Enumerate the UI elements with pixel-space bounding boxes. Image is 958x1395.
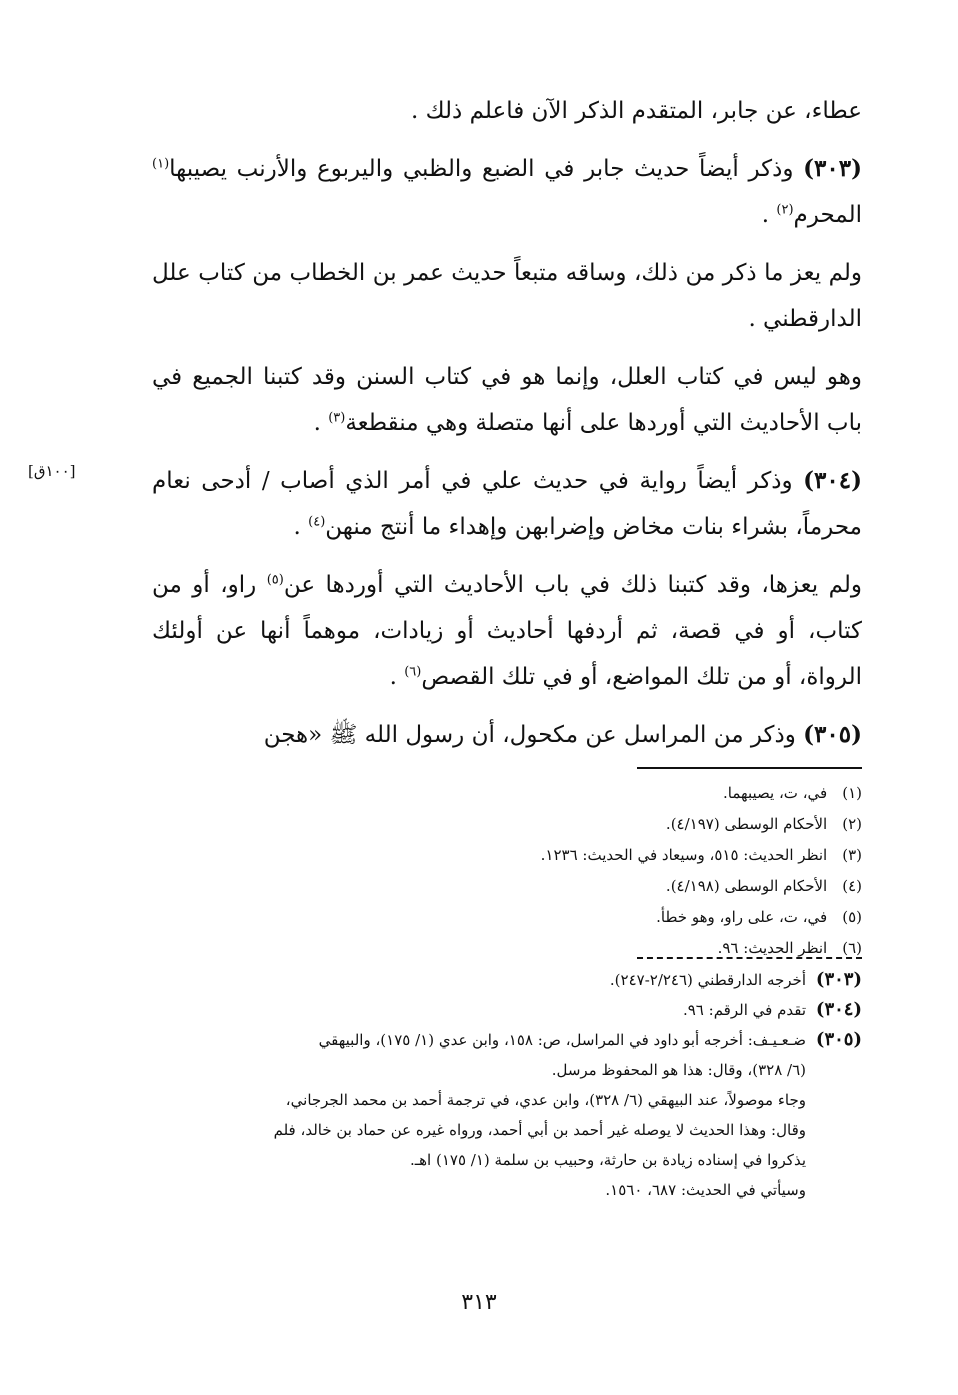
paragraph-304-text: وذكر أيضاً رواية في حديث علي في أمر الذي أصاب / أدحى نعام محرماً، بشراء بنات مخاض وإضرابهن وإهداء ما أنتج منهن: [152, 468, 862, 540]
takhrij-separator: [637, 957, 862, 959]
takhrij-number: (٣٠٣): [815, 969, 862, 990]
takhrij-305-line-3: وجاء موصولاً، عند البيهقي (٦/ ٣٢٨)، وابن عدي، في ترجمة أحمد بن محمد الجرجاني،: [285, 1091, 806, 1109]
manuscript-folio-note: [١٠٠ق]: [28, 462, 76, 480]
footnote-ref-3[interactable]: (٣): [328, 410, 346, 426]
footnote-6: [152, 933, 862, 964]
hadith-number-305: (٣٠٥): [803, 721, 862, 748]
footnote-4: [152, 871, 862, 902]
paragraph-6: [152, 562, 862, 700]
paragraph-304-end: .: [293, 514, 309, 540]
takhrij-text: أخرجه الدارقطني (٢/٢٤٦-٢٤٧).: [609, 971, 806, 989]
paragraph-303-text-2: المحرم: [793, 202, 862, 228]
takhrij-305-line-4: وقال: وهذا الحديث لا يوصله غير أحمد بن أبي أحمد، ورواه غيره عن حماد بن خالد، فلم: [273, 1121, 806, 1139]
takhrij-text: ضـعـيـف: أخرجه أبو داود في المراسل، ص: ١٥٨، وابن عدي (١/ ١٧٥)، والبيهقي: [318, 1031, 806, 1049]
footnote-ref-4[interactable]: (٤): [308, 514, 326, 530]
footnote-ref-5[interactable]: (٥): [266, 572, 284, 588]
footnote-3: [152, 840, 862, 871]
footnote-text: الأحكام الوسطى (٤/١٩٧).: [665, 815, 828, 833]
takhrij-304: [150, 995, 862, 1025]
paragraph-304: [152, 458, 862, 550]
footnote-1: [152, 778, 862, 809]
takhrij-number: (٣٠٤): [815, 999, 862, 1020]
paragraph-4-text: وهو ليس في كتاب العلل، وإنما هو في كتاب السنن وقد كتبنا الجميع في باب الأحاديث التي أوردها على أنها متصلة وهي منقطعة: [152, 364, 862, 436]
footnote-number: (٣): [842, 846, 862, 864]
footnote-2: [152, 809, 862, 840]
footnote-number: (٢): [842, 815, 862, 833]
footnote-ref-2[interactable]: (٢): [776, 202, 794, 218]
hadith-number-304: (٣٠٤): [803, 467, 862, 494]
footnote-ref-6[interactable]: (٦): [404, 664, 422, 680]
paragraph-1-text: عطاء، عن جابر، المتقدم الذكر الآن فاعلم ذلك .: [411, 98, 862, 124]
takhrij-305: [150, 1025, 862, 1055]
paragraph-6-end: .: [389, 664, 405, 690]
takhrij-303: [150, 965, 862, 995]
takhrij-notes: [150, 965, 862, 1205]
takhrij-text: تقدم في الرقم: ٩٦.: [682, 1001, 806, 1019]
footnote-ref-1[interactable]: (١): [152, 156, 170, 172]
footnote-text: انظر الحديث: ٥١٥، وسيعاد في الحديث: ١٢٣٦.: [540, 846, 828, 864]
footnote-text: الأحكام الوسطى (٤/١٩٨).: [665, 877, 828, 895]
footnote-text: انظر الحديث: ٩٦.: [717, 939, 828, 957]
takhrij-305-line-6: وسيأتي في الحديث: ٦٨٧، ١٥٦٠.: [605, 1181, 806, 1199]
paragraph-3-text: ولم يعز ما ذكر من ذلك، وساقه متبعاً حديث عمر بن الخطاب من كتاب علل الدارقطني .: [152, 260, 862, 332]
paragraph-305-text: وذكر من المراسل عن مكحول، أن رسول الله ﷺ «هجن: [263, 722, 804, 748]
paragraph-303-text: وذكر أيضاً حديث جابر في الضبع والظبي واليربوع والأرنب يصيبها: [169, 156, 804, 182]
takhrij-305-line-2: (٦/ ٣٢٨)، وقال: هذا هو المحفوظ مرسل.: [551, 1061, 806, 1079]
paragraph-6-text: ولم يعزها، وقد كتبنا ذلك في باب الأحاديث التي أوردها عن: [283, 572, 862, 598]
footnote-number: (٦): [842, 939, 862, 957]
paragraph-3: [152, 250, 862, 342]
paragraph-4-end: .: [313, 410, 329, 436]
footnote-text: في، ت، على راو، وهو خطأ.: [656, 908, 828, 926]
main-text: [152, 88, 862, 770]
page-number: ٣١٣: [461, 1290, 497, 1315]
paragraph-1: [152, 88, 862, 134]
paragraph-6-text-2: راو، أو من كتاب، أو في قصة، ثم أردفها أحاديث أو زيادات، موهماً أنها عن أولئك الرواة، أو من تلك المواضع، أو في تلك القصص: [152, 572, 862, 690]
takhrij-305-line-5: يذكروا في إسناده زيادة بن حارثة، وحبيب بن سلمة (١/ ١٧٥) اهـ.: [409, 1151, 806, 1169]
paragraph-303: [152, 146, 862, 238]
footnote-separator: [637, 767, 862, 769]
footnote-number: (٤): [842, 877, 862, 895]
paragraph-303-end: .: [761, 202, 777, 228]
paragraph-305: [152, 712, 862, 758]
footnote-5: [152, 902, 862, 933]
paragraph-4: [152, 354, 862, 446]
footnote-number: (١): [842, 784, 862, 802]
footnotes: [152, 778, 862, 964]
footnote-text: في، ت، يصيبهما.: [723, 784, 828, 802]
takhrij-number: (٣٠٥): [815, 1029, 862, 1050]
hadith-number-303: (٣٠٣): [803, 155, 862, 182]
footnote-number: (٥): [842, 908, 862, 926]
